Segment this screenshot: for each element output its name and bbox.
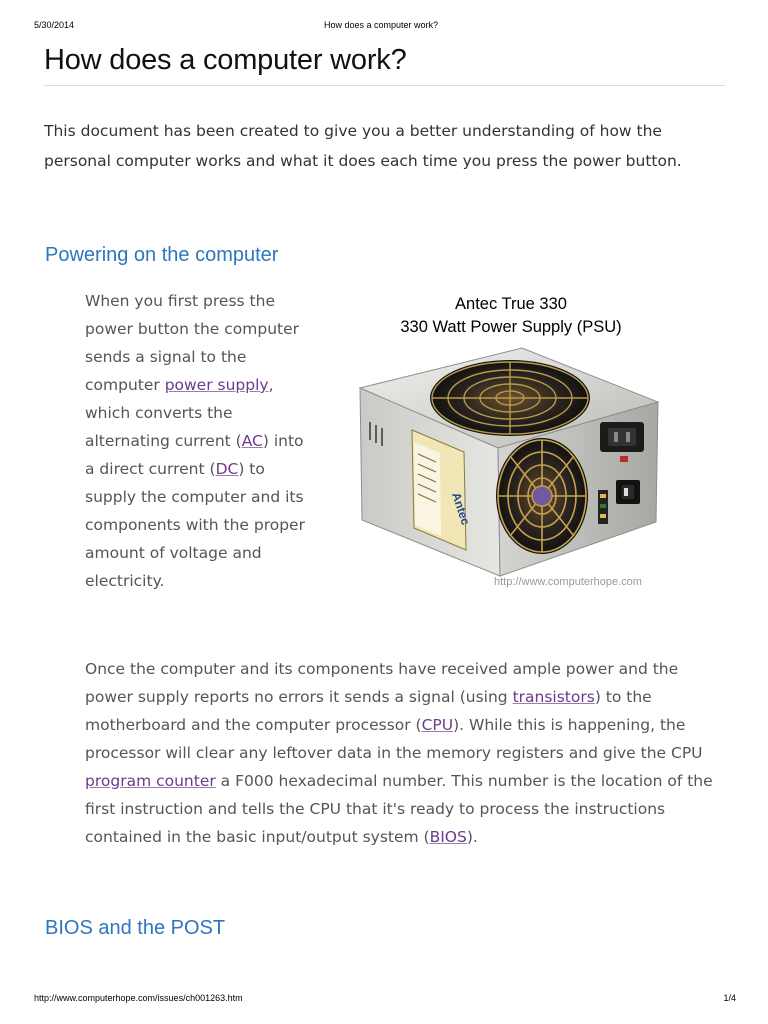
power-signal-paragraph: Once the computer and its components have received ample power and the power supply reports no errors it sends a signal (using transistors) to the motherboard and the computer processor (CPU). While this is happening, the processor will clear any leftover data in the memory registers and give the CPU program counter a F000 hexadecimal number. This number is the location of the first instruction and tells the CPU that it's ready to process the instructions contained in the basic input/output system (BIOS).	[85, 660, 713, 846]
svg-text:Antec: Antec	[449, 490, 473, 527]
psu-caption-model: Antec True 330	[455, 295, 567, 313]
print-date: 5/30/2014	[34, 20, 75, 30]
bios-link[interactable]: BIOS	[429, 828, 467, 846]
program-counter-link[interactable]: program counter	[85, 772, 216, 790]
section-heading-bios-post: BIOS and the POST	[45, 917, 226, 939]
cpu-link[interactable]: CPU	[421, 716, 454, 734]
dc-link[interactable]: DC	[215, 460, 239, 478]
page-number: 1/4	[723, 993, 736, 1003]
page-title: How does a computer work?	[44, 44, 407, 76]
transistors-link[interactable]: transistors	[512, 688, 595, 706]
image-credit: http://www.computerhope.com	[494, 576, 642, 588]
power-supply-image	[352, 344, 670, 584]
title-divider	[44, 85, 725, 86]
power-supply-link[interactable]: power supply	[164, 376, 269, 394]
footer-url: http://www.computerhope.com/issues/ch001263.htm	[34, 993, 243, 1003]
ac-link[interactable]: AC	[241, 432, 263, 450]
print-header	[34, 20, 728, 32]
intro-paragraph: This document has been created to give you a better understanding of how the personal computer works and what it does each time you press the power button.	[44, 122, 682, 170]
psu-figure	[352, 290, 670, 600]
powering-on-paragraph: When you first press the power button the computer sends a signal to the computer power supply, which converts the alternating current (AC) into a direct current (DC) to supply the computer and its components with the proper amount of voltage and electricity.	[85, 292, 305, 590]
psu-caption-description: 330 Watt Power Supply (PSU)	[400, 318, 622, 336]
print-header-title: How does a computer work?	[323, 20, 439, 30]
section-heading-powering-on: Powering on the computer	[45, 244, 279, 266]
